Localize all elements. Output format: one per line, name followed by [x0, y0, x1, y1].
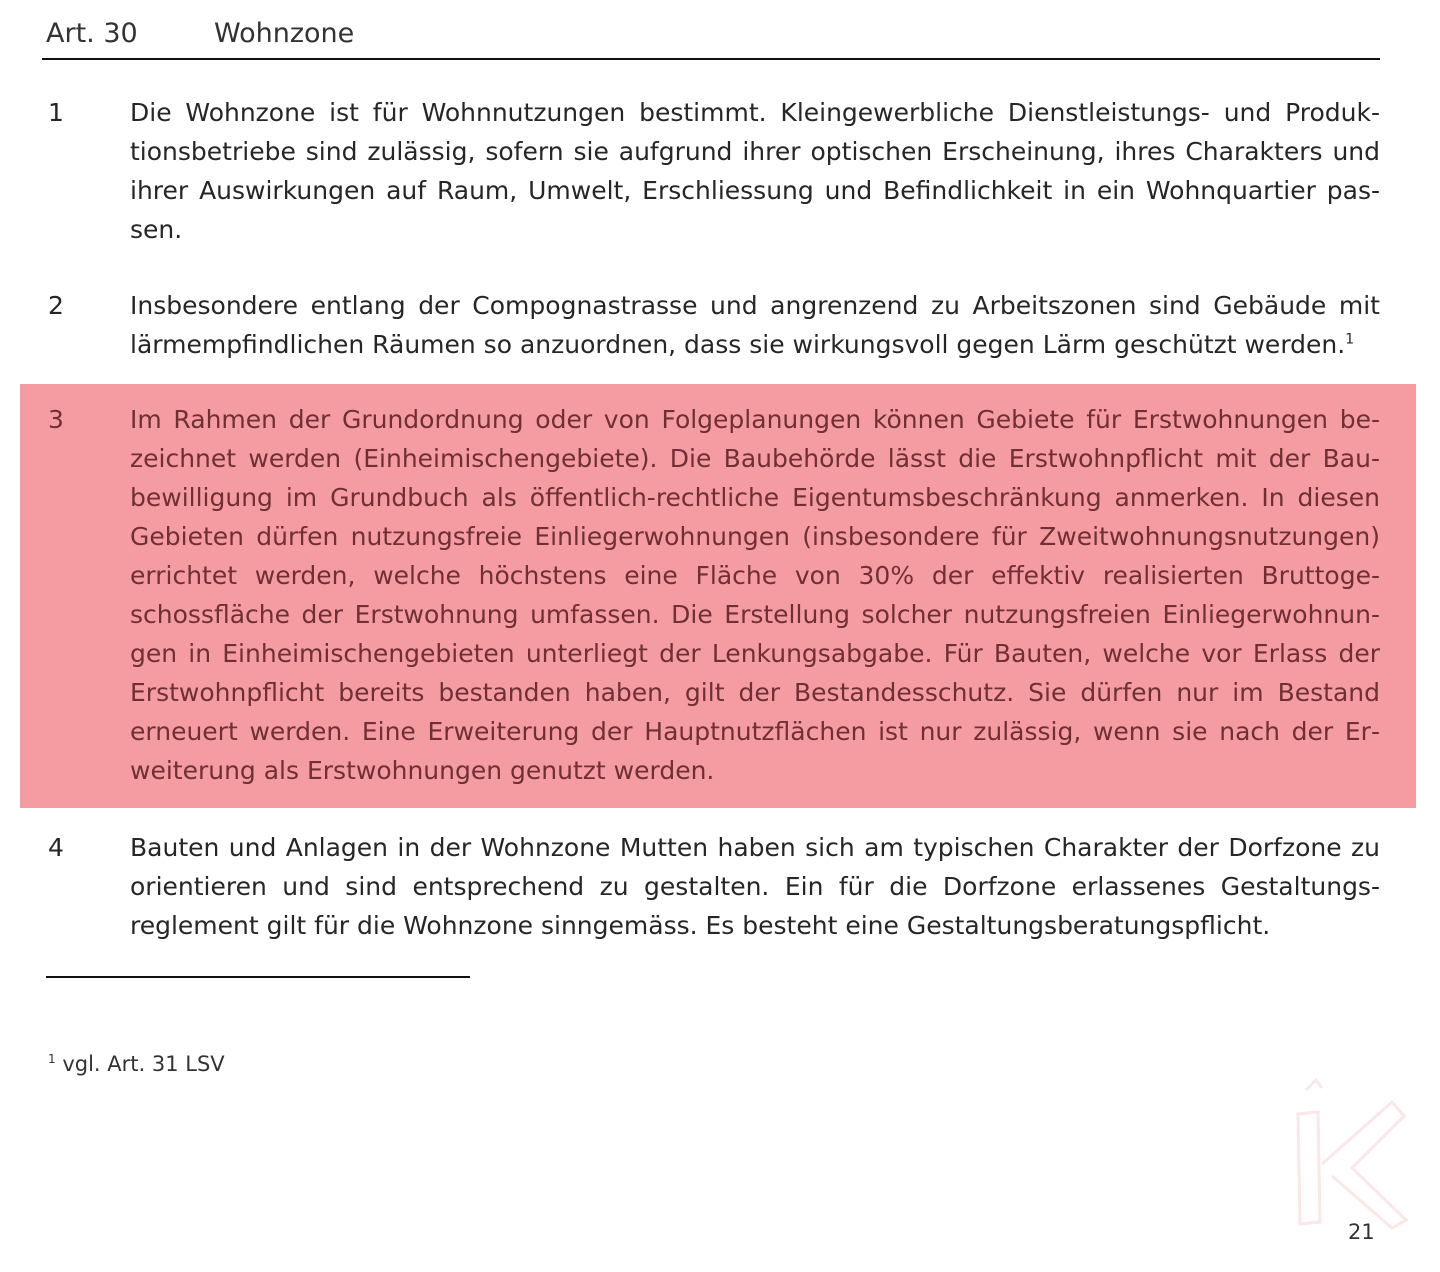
article-title: Wohnzone: [214, 18, 355, 49]
paragraph-number: 2: [48, 291, 64, 320]
paragraph-number: 1: [48, 98, 64, 127]
paragraph-text: Im Rahmen der Grundordnung oder von Folgeplanungen können Gebiete für Erstwohnungen bezeichnet werden (Einheimischengebiete). Die Baubehörde lässt die Erstwohnpflicht mit der Baubewilligung im Grundbuch als öffentlich-rechtliche Eigentumsbeschränkung anmerken. In diesen Gebieten dürfen nutzungsfreie Einliegerwohnungen (insbesondere für Zweitwohnungsnutzungen) errichtet werden, welche höchstens eine Fläche von 30% der effektiv realisierten Bruttogeschossfläche der Erstwohnung umfassen. Die Erstellung solcher nutzungsfreien Einliegerwohnungen in Einheimischengebieten unterliegt der Lenkungsabgabe. Für Bauten, welche vor Erlass der Erstwohnpflicht bereits bestanden haben, gilt der Bestandesschutz. Sie dürfen nur im Bestand erneuert werden. Eine Erweiterung der Hauptnutzflächen ist nur zulässig, wenn sie nach der Erweiterung als Erstwohnungen genutzt werden.: [130, 405, 1380, 785]
paragraph-2: [46, 286, 1380, 364]
article-number: Art. 30: [46, 18, 138, 49]
paragraph-text: Die Wohnzone ist für Wohnnutzungen bestimmt. Kleingewerbliche Dienstleistungs- und Produktionsbetriebe sind zulässig, sofern sie aufgrund ihrer optischen Erscheinung, ihres Charakters und ihrer Auswirkungen auf Raum, Umwelt, Erschliessung und Befindlichkeit in ein Wohnquartier passen.: [130, 98, 1380, 244]
paragraph-1: [46, 93, 1380, 249]
paragraph-text: [130, 286, 1380, 364]
paragraph-text: Bauten und Anlagen in der Wohnzone Mutten haben sich am typischen Charakter der Dorfzone zu orientieren und sind entsprechend zu gestalten. Ein für die Dorfzone erlassenes Gestaltungsreglement gilt für die Wohnzone sinngemäss. Es besteht eine Gestaltungsberatungspflicht.: [130, 833, 1380, 940]
footnote-1: [48, 1052, 225, 1076]
paragraph-4: [46, 828, 1380, 945]
footnote-reference[interactable]: 1: [1345, 331, 1355, 348]
paragraph-text-content: Insbesondere entlang der Compognastrasse und angrenzend zu Arbeitszonen sind Gebäude mit lärmempfindlichen Räumen so anzuordnen, dass sie wirkungsvoll gegen Lärm geschützt werden.: [130, 291, 1380, 359]
footnote-separator: [46, 976, 470, 978]
article-header: [42, 14, 1380, 60]
paragraph-3: [46, 400, 1380, 790]
footnote-number: 1: [48, 1052, 56, 1066]
logo-watermark-icon: [1282, 1072, 1414, 1232]
paragraph-number: 3: [48, 405, 64, 434]
page-number: 21: [1348, 1220, 1375, 1244]
footnote-text: vgl. Art. 31 LSV: [62, 1052, 225, 1076]
paragraph-number: 4: [48, 833, 64, 862]
